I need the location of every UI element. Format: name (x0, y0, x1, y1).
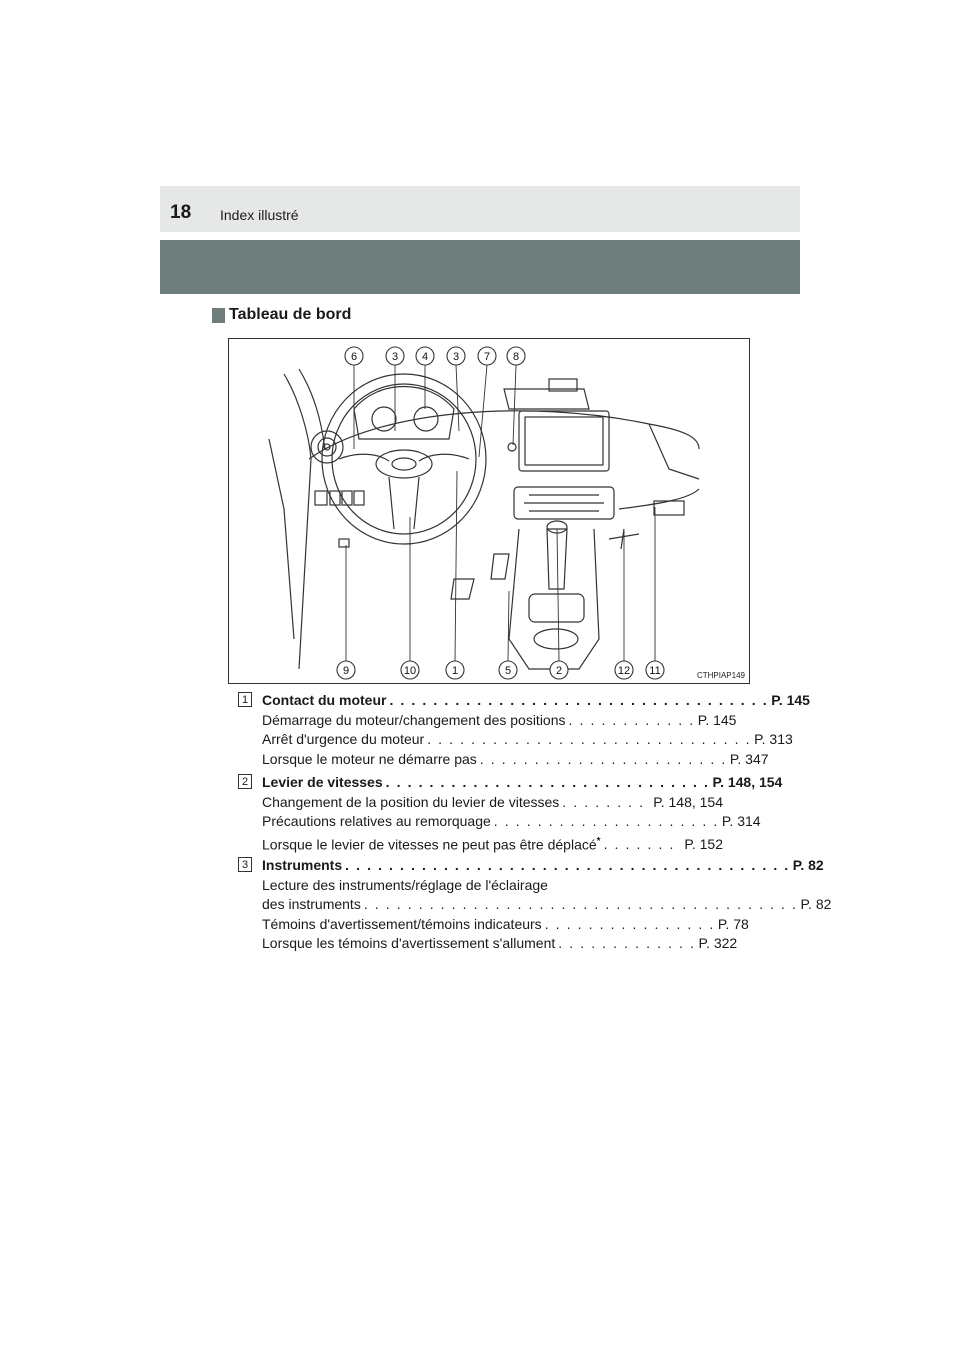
entry-line (262, 934, 738, 954)
entry-line (262, 773, 783, 793)
asterisk-note: * (596, 835, 601, 847)
callout-bottom-2: 10 (403, 665, 417, 677)
callout-top-6: 8 (512, 351, 520, 363)
entry-leader: . . . . . . . . . . . . . (558, 935, 696, 951)
entry-label: Lecture des instruments/réglage de l'éclairage (262, 876, 548, 893)
entry-label: Lorsque les témoins d'avertissement s'allument (262, 935, 556, 951)
entry-page-ref[interactable]: P. 78 (717, 915, 749, 932)
entry-leader: . . . . . . . . . . . . (568, 711, 695, 728)
entry-label: Précautions relatives au remorquage (262, 813, 491, 829)
entry-page-ref[interactable]: P. 82 (792, 857, 824, 873)
entry-page-ref[interactable]: P. 322 (698, 935, 738, 951)
callout-bottom-1: 9 (342, 665, 350, 677)
entry-label: Changement de la position du levier de vitesses (262, 793, 560, 810)
callout-bottom-7: 11 (649, 665, 661, 677)
entry-line (262, 793, 723, 813)
entry-line (262, 876, 723, 896)
entry-line (262, 895, 832, 915)
dashboard-drawing (229, 339, 749, 683)
entry-leader: . . . . . . . . . . . . . . . . . . . . . (493, 813, 719, 829)
entry-label: Arrêt d'urgence du moteur (262, 731, 425, 747)
callout-top-3: 4 (421, 351, 429, 363)
callout-bottom-4: 5 (504, 665, 512, 677)
dashboard-illustration (228, 338, 750, 684)
entry-leader: . . . . . . . . . . . . . . . . . . . . . . . . . . . . . . . . . . . (389, 692, 769, 708)
callout-top-4: 3 (452, 351, 460, 363)
entry-page-ref[interactable]: P. 148, 154 (712, 774, 783, 790)
section-title (212, 306, 351, 324)
page-number: 18 (170, 202, 192, 223)
entry-leader: . . . . . . . . . . . . . . . . . . . . . . . . . . . . . . (385, 774, 710, 790)
entry-page-ref[interactable]: P. 145 (697, 711, 737, 728)
entry-line (262, 812, 761, 832)
entry-label-text: Lorsque le levier de vitesses ne peut pas être déplacé (262, 836, 597, 853)
entry-label: Levier de vitesses (262, 774, 383, 790)
entry-label: des instruments (262, 896, 361, 912)
callout-top-2: 3 (391, 351, 399, 363)
entry-line (262, 730, 793, 750)
entry-leader: . . . . . . . . . . . . . . . . (544, 915, 715, 932)
entry-page-ref[interactable]: P. 145 (771, 692, 810, 708)
header-title: Index illustré (220, 207, 299, 223)
entry-page-ref[interactable]: P. 82 (800, 896, 832, 912)
chapter-band (160, 240, 800, 294)
callout-top-1: 6 (350, 351, 358, 363)
entry-line (262, 915, 749, 935)
section-title-text: Tableau de bord (229, 306, 352, 323)
entry-line (262, 832, 723, 852)
entry-line (262, 711, 737, 731)
entry-leader: . . . . . . . (603, 836, 675, 853)
entry-leader: . . . . . . . . (562, 793, 645, 810)
section-square-icon (212, 308, 225, 323)
entry-label: Instruments (262, 857, 343, 873)
entry-page-ref[interactable]: P. 314 (721, 813, 761, 829)
entry-page-ref[interactable]: P. 347 (729, 750, 769, 767)
callout-bottom-6: 12 (617, 665, 631, 677)
entry-line (262, 856, 824, 876)
entry-leader: . . . . . . . . . . . . . . . . . . . . . . . . . . . . . . . . . . . . . . . . (363, 896, 798, 912)
entry-label: Témoins d'avertissement/témoins indicateurs (262, 915, 542, 932)
entry-number-box: 2 (238, 774, 252, 789)
entry-leader: . . . . . . . . . . . . . . . . . . . . . . . . . . . . . . (427, 731, 752, 747)
callout-bottom-3: 1 (451, 665, 459, 677)
entry-line (262, 691, 810, 711)
entry-number-box: 3 (238, 857, 252, 872)
entry-label: Démarrage du moteur/changement des positions (262, 711, 566, 728)
entry-leader: . . . . . . . . . . . . . . . . . . . . . . . (479, 750, 727, 767)
figure-code: CTHPIAP149 (696, 671, 745, 680)
callout-bottom-5: 2 (555, 665, 563, 677)
callout-top-5: 7 (483, 351, 491, 363)
entry-label: Lorsque le moteur ne démarre pas (262, 750, 477, 767)
entry-label: Contact du moteur (262, 692, 387, 708)
entry-page-ref[interactable]: P. 148, 154 (653, 793, 723, 810)
entry-label (262, 832, 601, 855)
entry-page-ref[interactable]: P. 152 (684, 836, 723, 853)
entry-line (262, 750, 769, 770)
entry-number-box: 1 (238, 692, 252, 707)
entry-page-ref[interactable]: P. 313 (754, 731, 793, 747)
entry-leader: . . . . . . . . . . . . . . . . . . . . . . . . . . . . . . . . . . . . . . . . . (345, 857, 790, 873)
